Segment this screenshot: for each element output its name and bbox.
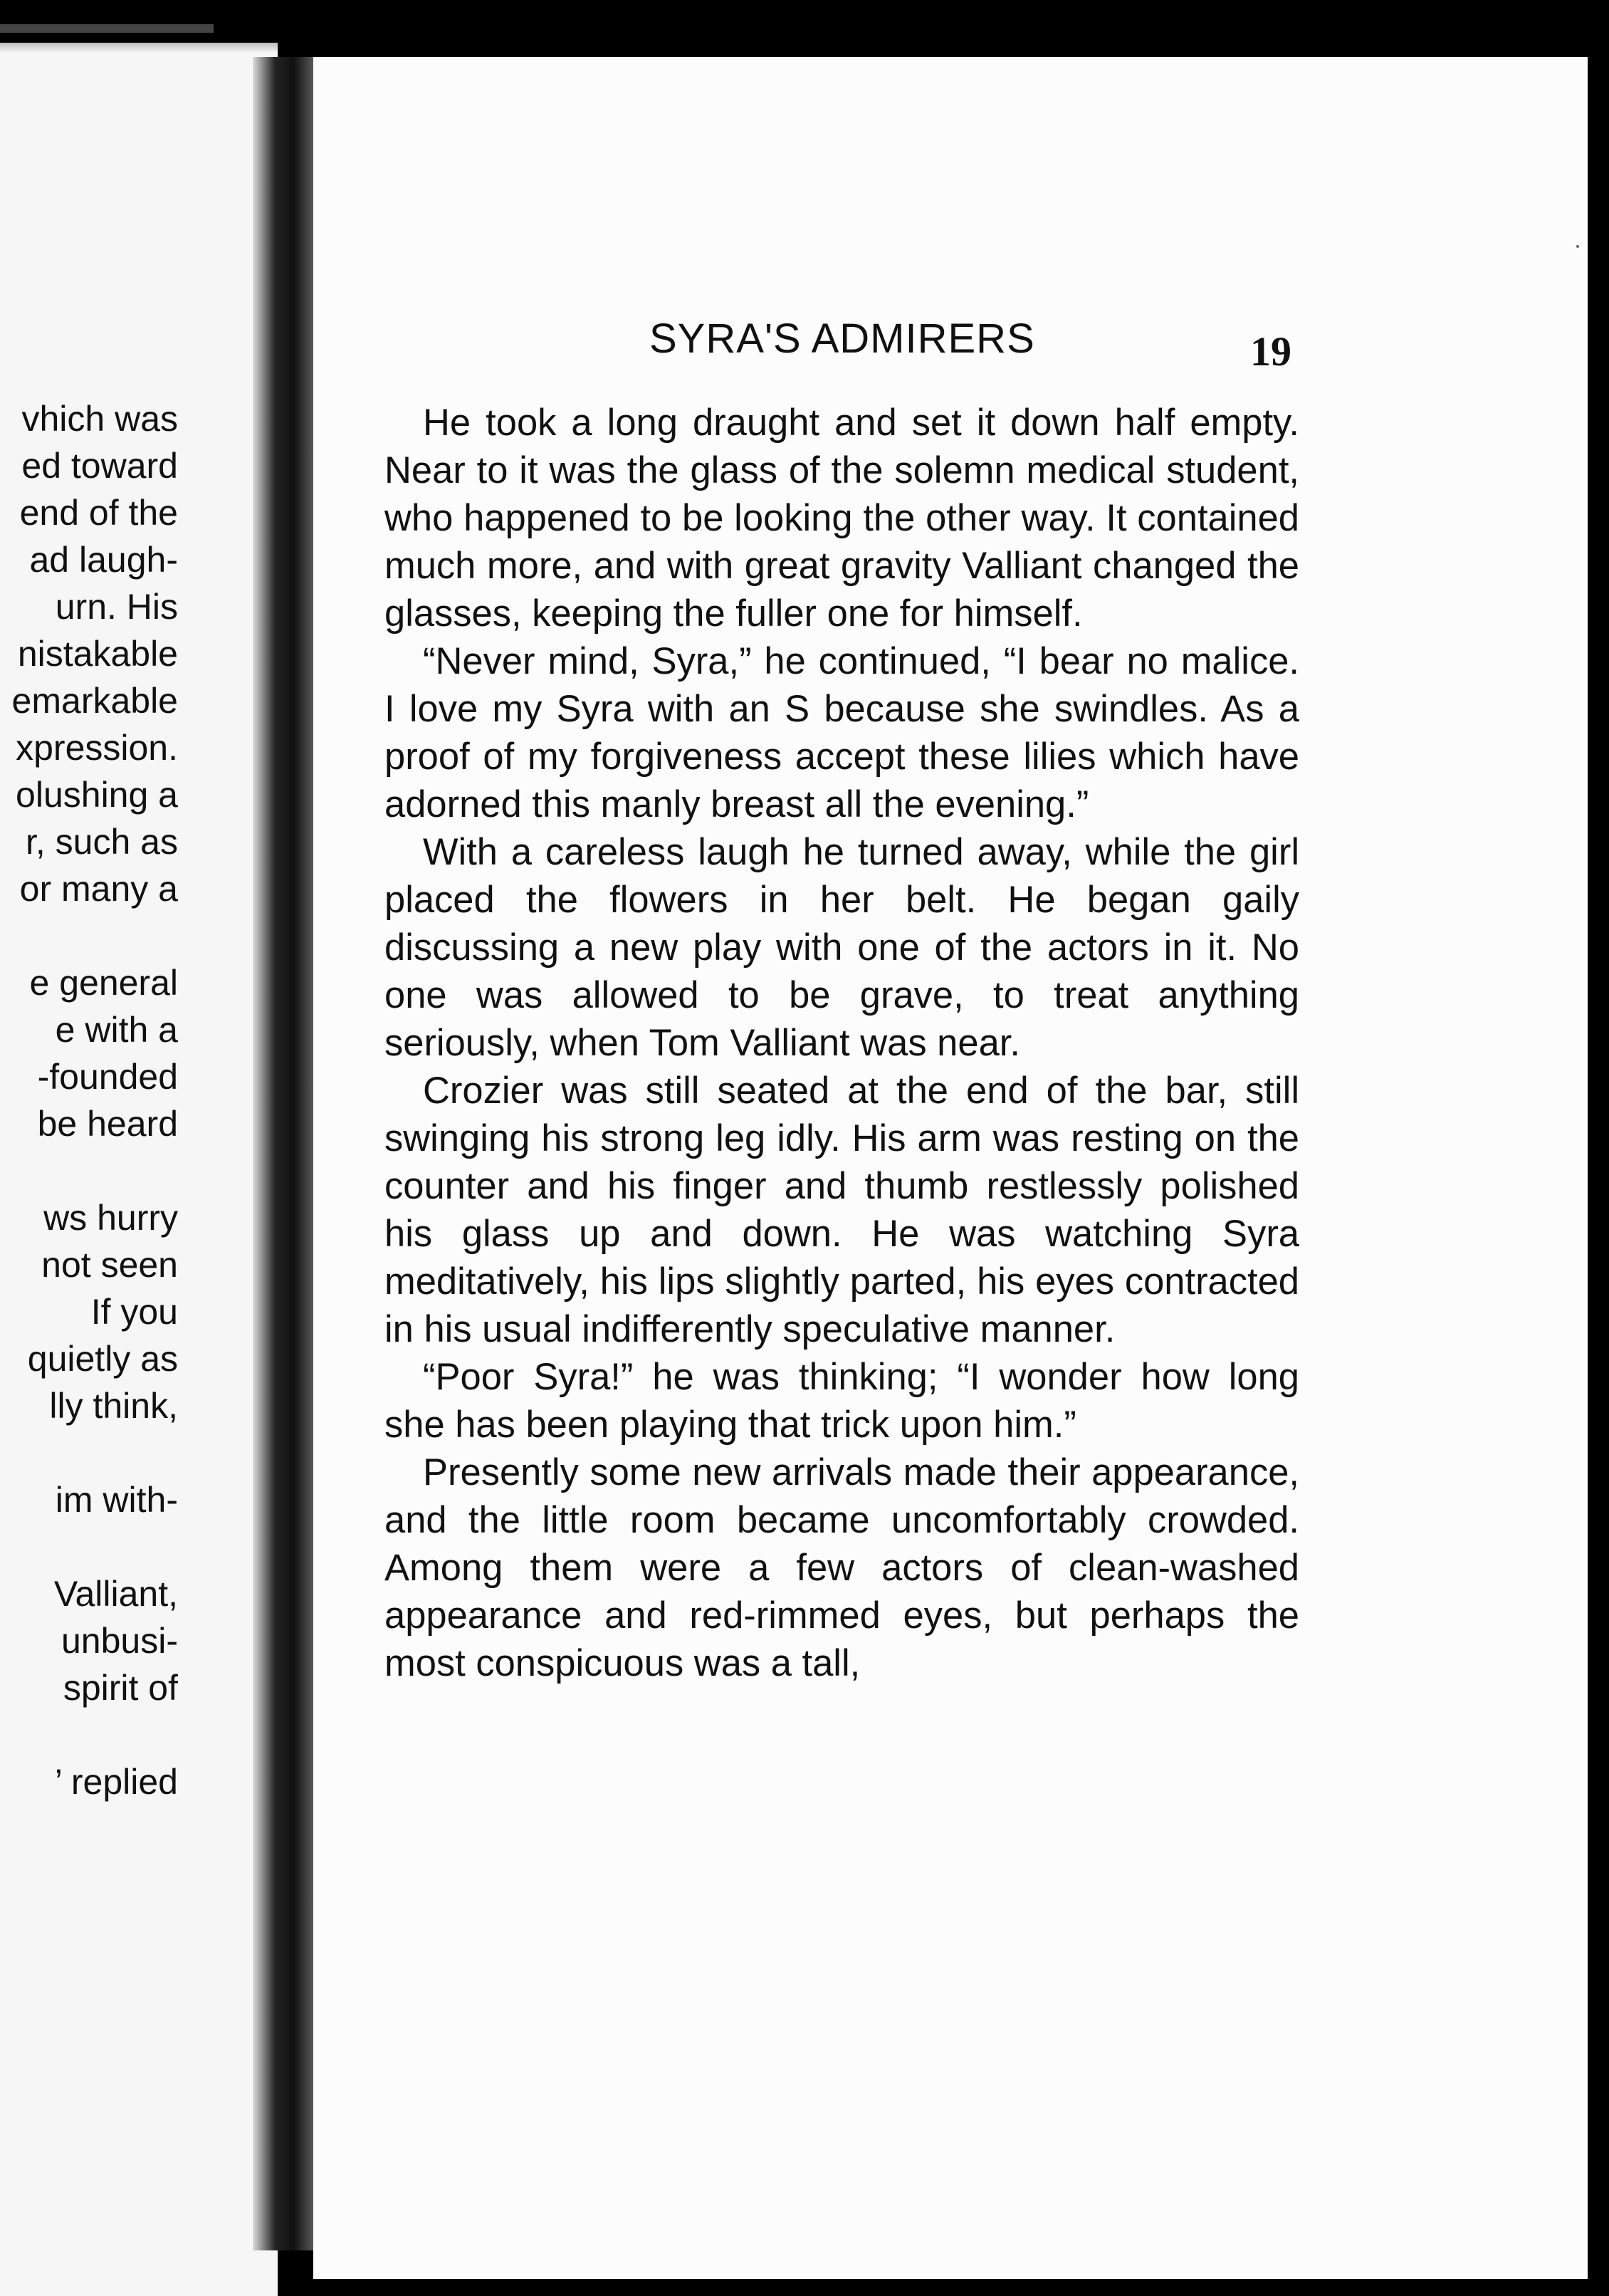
left-line: olushing a: [16, 775, 178, 815]
body-text: [384, 399, 1299, 1687]
page-edge-shadow: [0, 43, 278, 53]
left-line: ad laugh-: [29, 540, 178, 580]
left-line: not seen: [41, 1245, 178, 1285]
left-line: [0, 1147, 178, 1194]
left-line: end of the: [19, 493, 178, 533]
left-line: emarkable: [11, 681, 178, 721]
binding-edge: [0, 24, 214, 33]
left-line: [0, 1523, 178, 1570]
paragraph: “Poor Syra!” he was thinking; “I wonder how long she has been playing that trick upon him.”: [384, 1356, 1299, 1446]
left-facing-page: [0, 43, 278, 2296]
paragraph: With a careless laugh he turned away, while the girl placed the flowers in her belt. He began gaily discussing a new play with one of the actors in it. No one was allowed to be grave, to treat anything seriously, when Tom Valliant was near.: [384, 831, 1299, 1064]
left-line: be heard: [37, 1104, 178, 1144]
running-head: SYRA'S ADMIRERS: [649, 315, 1035, 362]
left-line: spirit of: [63, 1668, 178, 1708]
left-line: [0, 1429, 178, 1476]
left-line: ed toward: [21, 446, 178, 486]
left-line: lly think,: [49, 1386, 178, 1426]
left-line: e with a: [55, 1010, 178, 1050]
left-line: [0, 1711, 178, 1758]
left-line: im with-: [55, 1480, 178, 1520]
left-line: ws hurry: [43, 1198, 178, 1238]
paragraph: He took a long draught and set it down half empty. Near to it was the glass of the solemn medical student, who happened to be looking the other way. It contained much more, and with great gravity Valliant changed the glasses, keeping the fuller one for himself.: [384, 402, 1299, 635]
left-line: nistakable: [17, 634, 178, 674]
paragraph: Presently some new arrivals made their appearance, and the little room became uncomfortably crowded. Among them were a few actors of clean-washed appearance and red-rimmed eyes, but perhaps the most conspicuous was a tall,: [384, 1451, 1299, 1684]
left-line: -founded: [37, 1057, 178, 1097]
left-page-text-column: [0, 395, 178, 1805]
left-line: [0, 912, 178, 959]
left-line: unbusi-: [61, 1621, 178, 1661]
page-number: 19: [1250, 328, 1291, 375]
left-line: xpression.: [16, 728, 178, 768]
paragraph: “Never mind, Syra,” he continued, “I bear no malice. I love my Syra with an S because she swindles. As a proof of my forgiveness accept these lilies which have adorned this manly breast all the evening.”: [384, 640, 1299, 825]
left-line: r, such as: [26, 822, 178, 862]
left-line: Valliant,: [53, 1574, 178, 1614]
left-line: e general: [29, 963, 178, 1003]
left-line: If you: [90, 1292, 178, 1332]
speck: [1576, 245, 1579, 248]
paragraph: Crozier was still seated at the end of the bar, still swinging his strong leg idly. His arm was resting on the counter and his finger and thumb restlessly polished his glass up and down. He was watching Syra meditatively, his lips slightly parted, his eyes contracted in his usual indifferently speculative manner.: [384, 1070, 1299, 1350]
left-line: ’ replied: [54, 1762, 178, 1802]
left-line: vhich was: [21, 399, 178, 439]
left-line: urn. His: [55, 587, 178, 627]
left-line: or many a: [19, 869, 178, 909]
left-line: quietly as: [27, 1339, 178, 1379]
